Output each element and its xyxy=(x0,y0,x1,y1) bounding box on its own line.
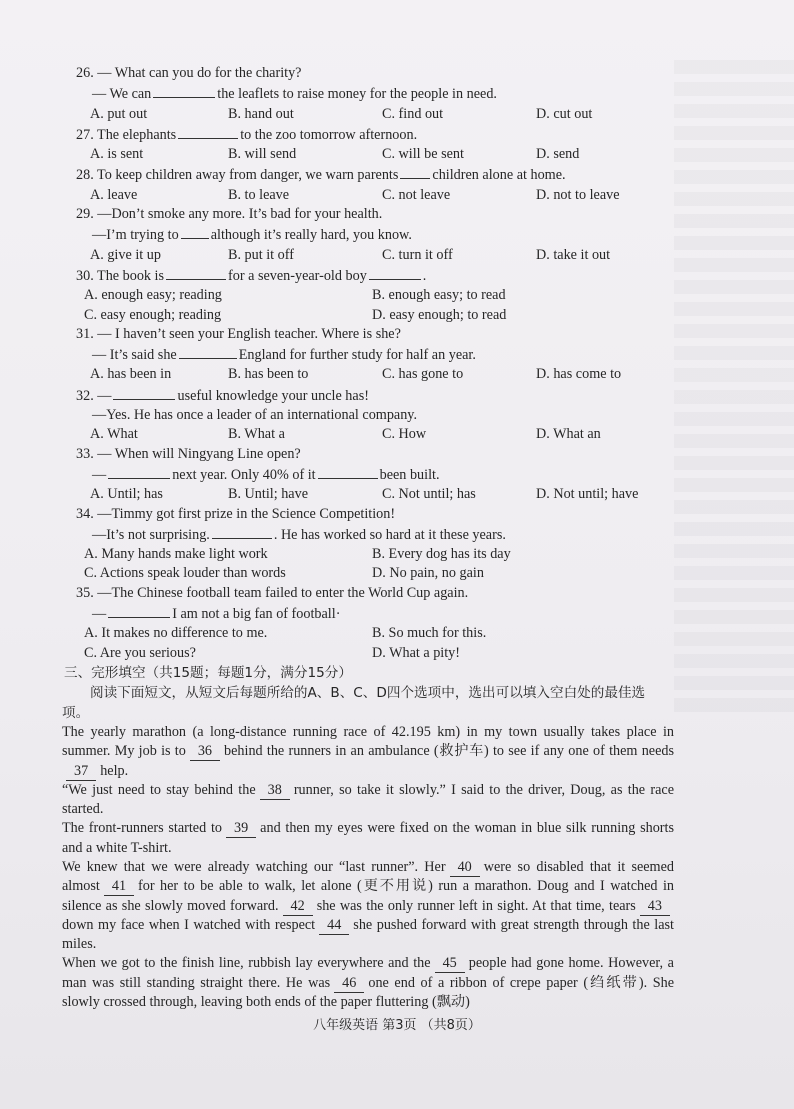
option-c[interactable]: C. turn it off xyxy=(382,246,453,263)
question-34-answer-line: —It’s not surprising. . He has worked so hard at it these years. xyxy=(62,524,678,545)
question-29-options xyxy=(62,246,678,265)
option-b[interactable]: B. will send xyxy=(228,146,297,163)
option-a[interactable]: A. Many hands make light work xyxy=(84,546,268,563)
page-footer: 八年级英语 第3页 （共8页） xyxy=(313,1018,481,1033)
question-26-answer-line: — We can the leaflets to raise money for the people in need. xyxy=(62,83,678,104)
question-31-answer-line: — It’s said she England for further study for half an year. xyxy=(62,344,678,365)
option-a[interactable]: A. Until; has xyxy=(90,486,163,503)
question-26: 26. — What can you do for the charity? xyxy=(76,65,302,81)
question-34-options-2 xyxy=(62,564,678,583)
cloze-blank-45[interactable]: 45 xyxy=(435,955,465,973)
option-c[interactable]: C. Actions speak louder than words xyxy=(84,565,286,582)
question-29: 29. —Don’t smoke any more. It’s bad for your health. xyxy=(76,206,383,223)
option-d[interactable]: D. What a pity! xyxy=(372,644,460,661)
section-title: 三、完形填空（共15题；每题1分，满分15分） xyxy=(64,664,352,681)
option-a[interactable]: A. put out xyxy=(90,105,148,122)
passage-paragraph: The yearly marathon (a long-distance running race of 42.195 km) in my town usually takes place in summer. My job is to 36 behind the runners in an ambulance (救护车) to see if any one of them needs37 help. xyxy=(62,723,675,779)
option-b[interactable]: B. So much for this. xyxy=(372,625,487,642)
cloze-blank-41[interactable]: 41 xyxy=(104,878,134,896)
question-35: 35. —The Chinese football team failed to enter the World Cup again. xyxy=(76,584,469,601)
answer-blank[interactable] xyxy=(178,124,238,139)
option-d[interactable]: D. Not until; have xyxy=(536,486,639,503)
question-34-options-1 xyxy=(62,545,678,564)
option-d[interactable]: D. cut out xyxy=(536,105,593,122)
answer-blank[interactable] xyxy=(212,524,272,539)
option-d[interactable]: D. What an xyxy=(536,426,601,443)
question-28: 28. To keep children away from danger, we warn parents children alone at home. xyxy=(62,164,678,185)
cloze-blank-42[interactable]: 42 xyxy=(283,898,313,916)
option-b[interactable]: B. enough easy; to read xyxy=(372,287,506,304)
question-33: 33. — When will Ningyang Line open? xyxy=(76,445,301,462)
answer-blank[interactable] xyxy=(153,83,215,98)
cloze-blank-36[interactable]: 36 xyxy=(190,743,220,761)
answer-blank[interactable] xyxy=(113,385,175,400)
option-d[interactable]: D. take it out xyxy=(536,246,611,263)
answer-blank[interactable] xyxy=(179,344,237,359)
question-27: 27. The elephants to the zoo tomorrow afternoon. xyxy=(62,124,678,145)
cloze-blank-43[interactable]: 43 xyxy=(640,898,670,916)
option-c[interactable]: C. Are you serious? xyxy=(84,644,196,661)
question-30-options-2 xyxy=(62,306,678,325)
option-a[interactable]: A. has been in xyxy=(90,366,172,383)
question-32-reply: —Yes. He has once a leader of an international company. xyxy=(92,407,418,424)
option-d[interactable]: D. not to leave xyxy=(536,186,620,203)
option-b[interactable]: B. Every dog has its day xyxy=(372,546,511,563)
question-28-options xyxy=(62,186,678,205)
question-35-answer-line: — I am not a big fan of football· xyxy=(62,603,678,624)
question-34: 34. —Timmy got first prize in the Science Competition! xyxy=(76,505,396,522)
option-b[interactable]: B. has been to xyxy=(228,366,309,383)
cloze-blank-38[interactable]: 38 xyxy=(260,782,290,800)
option-a[interactable]: A. leave xyxy=(90,186,138,203)
passage-paragraph: We knew that we were already watching our “last runner”. Her 40 were so disabled that it seemed almost 41 for her to be able to walk, let alone (更不用说) run a marathon. Doug and I watched in silence as she slowly moved forward. 42 she was the only runner left in sight. At that time, tears 43down my face when I watched with respect 44 she pushed forward with great strength through the last miles. xyxy=(62,858,675,953)
passage-paragraph: When we got to the finish line, rubbish lay everywhere and the 45 people had gone home. However, a man was still standing straight there. He was 46 one end of a ribbon of crepe paper (绉纸带). She slowly crossed through, leaving both ends of the paper fluttering (飘动) xyxy=(62,955,675,1011)
show-through-text xyxy=(674,60,794,720)
option-b[interactable]: B. to leave xyxy=(228,186,290,203)
question-30: 30. The book is for a seven-year-old boy . xyxy=(62,265,678,286)
question-31-options xyxy=(62,365,678,384)
question-35-options-1 xyxy=(62,624,678,643)
option-a[interactable]: A. give it up xyxy=(90,246,161,263)
cloze-blank-46[interactable]: 46 xyxy=(334,975,364,993)
question-29-answer-line: —I’m trying to although it’s really hard, you know. xyxy=(62,224,678,245)
question-31: 31. — I haven’t seen your English teacher. Where is she? xyxy=(76,325,401,342)
passage-paragraph: The front-runners started to 39 and then my eyes were fixed on the woman in blue silk running shorts and a white T-shirt. xyxy=(62,820,674,856)
exam-content xyxy=(62,64,678,1012)
answer-blank[interactable] xyxy=(108,603,170,618)
option-b[interactable]: B. hand out xyxy=(228,105,294,122)
answer-blank[interactable] xyxy=(166,265,226,280)
option-a[interactable]: A. is sent xyxy=(90,146,144,163)
option-c[interactable]: C. will be sent xyxy=(382,146,464,163)
option-c[interactable]: C. easy enough; reading xyxy=(84,306,222,323)
option-c[interactable]: C. Not until; has xyxy=(382,486,476,503)
answer-blank[interactable] xyxy=(400,164,430,179)
option-b[interactable]: B. Until; have xyxy=(228,486,308,503)
option-c[interactable]: C. not leave xyxy=(382,186,451,203)
option-d[interactable]: D. No pain, no gain xyxy=(372,565,484,582)
answer-blank[interactable] xyxy=(369,265,421,280)
answer-blank[interactable] xyxy=(318,464,378,479)
question-30-options-1 xyxy=(62,286,678,305)
question-33-options xyxy=(62,485,678,504)
option-a[interactable]: A. What xyxy=(90,426,138,443)
question-32: 32. — useful knowledge your uncle has! xyxy=(62,385,678,406)
cloze-blank-40[interactable]: 40 xyxy=(450,859,480,877)
question-32-options xyxy=(62,425,678,444)
option-a[interactable]: A. enough easy; reading xyxy=(84,287,222,304)
option-d[interactable]: D. send xyxy=(536,146,580,163)
passage-paragraph: “We just need to stay behind the 38 runner, so take it slowly.” I said to the driver, Doug, as the race started. xyxy=(62,781,674,818)
option-b[interactable]: B. put it off xyxy=(228,246,294,263)
option-d[interactable]: D. has come to xyxy=(536,366,622,383)
option-c[interactable]: C. find out xyxy=(382,105,444,122)
question-26-options xyxy=(62,105,678,124)
section-instructions: 阅读下面短文，从短文后每题所给的A、B、C、D四个选项中，选出可以填入空白处的最佳选项。 xyxy=(62,684,646,721)
answer-blank[interactable] xyxy=(108,464,170,479)
option-d[interactable]: D. easy enough; to read xyxy=(372,306,507,323)
question-27-options xyxy=(62,145,678,164)
answer-blank[interactable] xyxy=(181,224,209,239)
option-b[interactable]: B. What a xyxy=(228,426,285,443)
cloze-blank-39[interactable]: 39 xyxy=(226,820,256,838)
option-c[interactable]: C. How xyxy=(382,426,427,443)
question-33-answer-line: — next year. Only 40% of it been built. xyxy=(62,464,678,485)
option-c[interactable]: C. has gone to xyxy=(382,366,464,383)
cloze-blank-44[interactable]: 44 xyxy=(319,917,349,935)
question-35-options-2 xyxy=(62,644,678,663)
option-a[interactable]: A. It makes no difference to me. xyxy=(84,625,268,642)
cloze-blank-37[interactable]: 37 xyxy=(66,763,96,781)
